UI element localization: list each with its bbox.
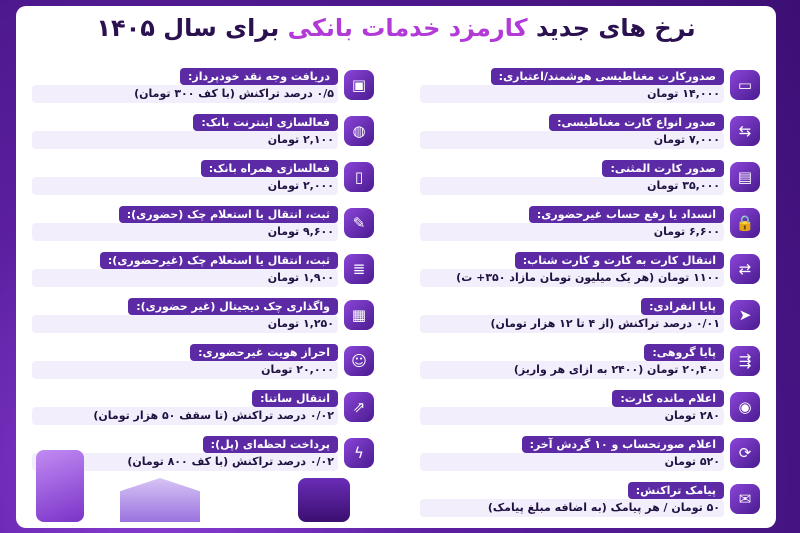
sms-icon: ✉ bbox=[730, 484, 760, 514]
item-value: ۰/۰۱ درصد تراکنش (از ۴ تا ۱۲ هزار تومان) bbox=[490, 317, 720, 330]
fee-item-card-issue bbox=[420, 66, 760, 104]
title-highlight: کارمزد خدمات بانکی bbox=[287, 14, 528, 42]
globe-icon: ◍ bbox=[344, 116, 374, 146]
item-value: ۷,۰۰۰ تومان bbox=[653, 133, 720, 146]
item-value: ۱۴,۰۰۰ تومان bbox=[647, 87, 720, 100]
item-value: ۵۲۰ تومان bbox=[664, 455, 720, 468]
fee-item-cheque-online bbox=[32, 250, 374, 288]
item-value: ۱۱۰۰ تومان (هر یک میلیون تومان مازاد ۳۵۰+ ت) bbox=[456, 271, 720, 284]
fee-item-paya-group bbox=[420, 342, 760, 380]
statement-icon: ⟳ bbox=[730, 438, 760, 468]
item-value: ۰/۰۲ درصد تراکنش (با کف ۸۰۰ تومان) bbox=[127, 455, 334, 468]
item-label: پرداخت لحظه‌ای (پل): bbox=[203, 436, 338, 453]
item-label: انتقال ساتنا: bbox=[252, 390, 338, 407]
page-title bbox=[16, 14, 776, 42]
item-value: ۶,۶۰۰ تومان bbox=[653, 225, 720, 238]
mobile-icon: ▯ bbox=[344, 162, 374, 192]
item-value: ۰/۵ درصد تراکنش (با کف ۳۰۰ تومان) bbox=[134, 87, 334, 100]
item-value: ۲۰,۴۰۰ تومان (۲۴۰۰ به ازای هر واریز) bbox=[513, 363, 720, 376]
fee-item-magnetic-card bbox=[420, 112, 760, 150]
card-swipe-icon: ⇆ bbox=[730, 116, 760, 146]
fee-item-atm-cash bbox=[32, 66, 374, 104]
fee-item-satna bbox=[32, 388, 374, 426]
fee-item-paya-single bbox=[420, 296, 760, 334]
item-value: ۲۸۰ تومان bbox=[664, 409, 720, 422]
pos-terminal-illustration bbox=[298, 478, 350, 522]
item-label: انسداد یا رفع حساب غیرحضوری: bbox=[529, 206, 724, 223]
item-label: ثبت، انتقال یا استعلام چک (غیرحضوری): bbox=[100, 252, 338, 269]
fee-item-digital-cheque bbox=[32, 296, 374, 334]
item-value: ۱,۲۵۰ تومان bbox=[267, 317, 334, 330]
item-label: واگذاری چک دیجیتال (غیر حضوری): bbox=[128, 298, 338, 315]
title-part1: نرخ های جدید bbox=[536, 14, 696, 42]
cheque-icon: ✎ bbox=[344, 208, 374, 238]
item-label: ثبت، انتقال یا استعلام چک (حضوری): bbox=[119, 206, 338, 223]
item-value: ۲,۱۰۰ تومان bbox=[267, 133, 334, 146]
item-label: فعالسازی اینترنت بانک: bbox=[193, 114, 338, 131]
title-part2: برای سال ۱۴۰۵ bbox=[96, 14, 280, 42]
left-column bbox=[32, 66, 374, 472]
balance-icon: ◉ bbox=[730, 392, 760, 422]
card-icon: ▭ bbox=[730, 70, 760, 100]
atm-icon: ▣ bbox=[344, 70, 374, 100]
right-column bbox=[420, 66, 760, 518]
transfer-icon: ⇄ bbox=[730, 254, 760, 284]
fee-item-card-balance bbox=[420, 388, 760, 426]
fee-item-mobile-bank bbox=[32, 158, 374, 196]
item-label: اعلام مانده کارت: bbox=[612, 390, 724, 407]
satna-icon: ⇗ bbox=[344, 392, 374, 422]
item-label: صدور انواع کارت مغناطیسی: bbox=[549, 114, 724, 131]
item-value: ۹,۶۰۰ تومان bbox=[267, 225, 334, 238]
item-label: دریافت وجه نقد خودپرداز: bbox=[180, 68, 338, 85]
fee-item-identity bbox=[32, 342, 374, 380]
item-label: انتقال کارت به کارت و کارت شتاب: bbox=[515, 252, 724, 269]
fee-item-duplicate-card bbox=[420, 158, 760, 196]
fee-item-cheque-inperson bbox=[32, 204, 374, 242]
item-value: ۲۰,۰۰۰ تومان bbox=[261, 363, 334, 376]
fee-item-internet-bank bbox=[32, 112, 374, 150]
phone-illustration bbox=[36, 450, 84, 522]
item-label: پایا انفرادی: bbox=[641, 298, 724, 315]
send-icon: ➤ bbox=[730, 300, 760, 330]
item-value: ۰/۰۲ درصد تراکنش (تا سقف ۵۰ هزار تومان) bbox=[93, 409, 334, 422]
item-value: ۱,۹۰۰ تومان bbox=[267, 271, 334, 284]
cheque-online-icon: ≣ bbox=[344, 254, 374, 284]
item-label: اعلام صورتحساب و ۱۰ گردش آخر: bbox=[522, 436, 724, 453]
bolt-icon: ϟ bbox=[344, 438, 374, 468]
item-value: ۳۵,۰۰۰ تومان bbox=[647, 179, 720, 192]
fee-item-statement bbox=[420, 434, 760, 472]
fee-item-sms bbox=[420, 480, 760, 518]
item-value: ۲,۰۰۰ تومان bbox=[267, 179, 334, 192]
item-label: صدورکارت مغناطیسی هوشمند/اعتباری: bbox=[491, 68, 724, 85]
item-label: پیامک تراکنش: bbox=[628, 482, 724, 499]
item-label: صدور کارت المثنی: bbox=[602, 160, 724, 177]
item-label: پایا گروهی: bbox=[644, 344, 724, 361]
digital-cheque-icon: ▦ bbox=[344, 300, 374, 330]
item-value: ۵۰ تومان / هر پیامک (به اضافه مبلغ پیامک) bbox=[487, 501, 720, 514]
group-send-icon: ⇶ bbox=[730, 346, 760, 376]
card-stack-icon: ▤ bbox=[730, 162, 760, 192]
lock-icon: 🔒 bbox=[730, 208, 760, 238]
item-label: احراز هویت غیرحضوری: bbox=[190, 344, 338, 361]
fee-item-account-block bbox=[420, 204, 760, 242]
id-card-icon: ☺ bbox=[344, 346, 374, 376]
item-label: فعالسازی همراه بانک: bbox=[201, 160, 338, 177]
fee-item-card-transfer bbox=[420, 250, 760, 288]
